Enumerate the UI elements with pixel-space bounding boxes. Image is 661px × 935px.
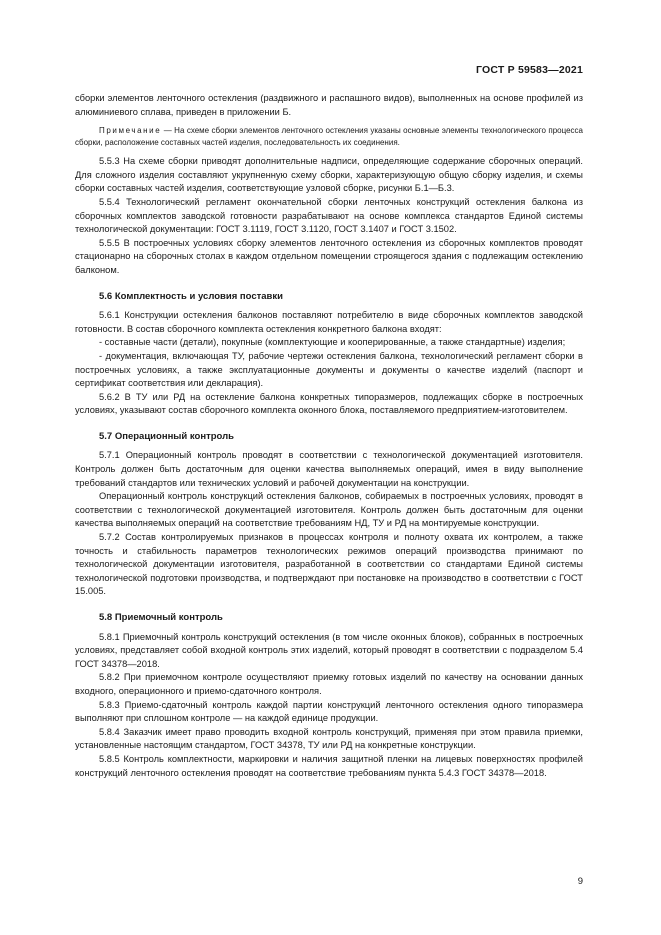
section-heading: 5.6 Комплектность и условия поставки <box>99 290 283 302</box>
paragraph: 5.7.1 Операционный контроль проводят в соответствии с технологической документацией изготовителя. Контроль должен быть достаточным для оценки качества выполняемых операций, имея в виду выполнение требований стандартов или технических условий и рабочей документации на конструкции. <box>75 450 583 488</box>
note-paragraph <box>75 125 583 149</box>
note-label: Примечание <box>99 126 162 136</box>
paragraph: Операционный контроль конструкций остекления балконов, собираемых в построечных условиях, проводят в соответствии с технологической документацией изготовителя. Контроль должен быть достаточным для оценки качества выполняемых операций на соответствие требованиям НД, ТУ и РД на монтируемые конструкции. <box>75 491 583 529</box>
paragraph: 5.6.1 Конструкции остекления балконов поставляют потребителю в виде сборочных комплектов заводской готовности. В состав сборочного комплекта остекления конкретного балкона входят: <box>75 310 583 334</box>
paragraph: - документация, включающая ТУ, рабочие чертежи остекления балкона, технологический регламент сборки в построечных условиях, а также эксплуатационные документы и документы о качестве изделий (паспорт и сертификат соответствия или декларация). <box>75 350 583 389</box>
paragraph: 5.8.4 Заказчик имеет право проводить входной контроль конструкций, применяя при этом правила приемки, установленные настоящим стандартом, ГОСТ 34378, ТУ или РД на конкретные конструкции. <box>75 726 583 751</box>
paragraph: 5.5.4 Технологический регламент окончательной сборки ленточных конструкций остекления балкона из сборочных комплектов заводской готовности разрабатывают на основе комплекса стандартов Единой системы технологической документации: ГОСТ 3.1119, ГОСТ 3.1120, ГОСТ 3.1407 и ГОСТ 3.1502. <box>75 196 583 235</box>
paragraph: - составные части (детали), покупные (комплектующие и кооперированные, а также стандартные) изделия; <box>99 337 566 348</box>
paragraph: 5.8.1 Приемочный контроль конструкций остекления (в том числе оконных блоков), собранных в построечных условиях, представляет собой входной контроль этих изделий, который проводят в соответствии с подразделом 5.4 ГОСТ 34378—2018. <box>75 631 583 669</box>
section-heading: 5.8 Приемочный контроль <box>99 612 223 623</box>
page-number: 9 <box>577 876 583 887</box>
paragraph: 5.8.3 Приемо-сдаточный контроль каждой партии конструкций ленточного остекления одного типоразмера выполняют при сплошном контроле — на каждой единице продукции. <box>75 699 583 724</box>
paragraph: 5.7.2 Состав контролируемых признаков в процессах контроля и полноту охвата их контролем, а также точность и стабильность параметров технологических режимов операций производства принимают по технологической документации изготовителя, разработанной в соответствии со стандартами Единой системы технологической подготовки производства, и подтверждают при постановке на производство в соответствии с ГОСТ 15.005. <box>75 532 583 597</box>
paragraph: 5.5.5 В построечных условиях сборку элементов ленточного остекления из сборочных комплектов проводят стационарно на сборочных столах в каждом отдельном помещении строящегося здания с подлежащим остеклению балконом. <box>75 237 583 275</box>
paragraph: 5.5.3 На схеме сборки приводят дополнительные надписи, определяющие содержание сборочных операций. Для сложного изделия составляют укрупненную схему сборки, характеризующую общую сборку изделия, и схемы сборки составных частей изделия, соответствующие узловой сборке, рисунки Б.1—Б.3. <box>75 156 583 194</box>
note-text: — На схеме сборки элементов ленточного остекления указаны основные элементы технологического процесса сборки, расположение составных частей изделия, последовательность их соединения. <box>75 126 583 148</box>
paragraph: 5.8.2 При приемочном контроле осуществляют приемку готовых изделий по качеству на основании данных входного, операционного и приемо-сдаточного контроля. <box>75 672 583 696</box>
document-code: ГОСТ Р 59583—2021 <box>475 64 583 76</box>
paragraph: 5.8.5 Контроль комплектности, маркировки и наличия защитной пленки на лицевых поверхностях профилей конструкций ленточного остекления проводят на соответствие требованиям пункта 5.4.3 ГОСТ 34378—2018. <box>75 753 583 778</box>
section-heading: 5.7 Операционный контроль <box>99 430 234 442</box>
paragraph: 5.6.2 В ТУ или РД на остекление балкона конкретных типоразмеров, подлежащих сборке в построечных условиях, указывают состав сборочного комплекта оконного блока, поставляемого предприятием-изготовителем. <box>75 391 583 416</box>
paragraph: сборки элементов ленточного остекления (раздвижного и распашного видов), выполненных на основе профилей из алюминиевого сплава, приведен в приложении Б. <box>75 93 583 117</box>
document-body <box>75 92 583 780</box>
